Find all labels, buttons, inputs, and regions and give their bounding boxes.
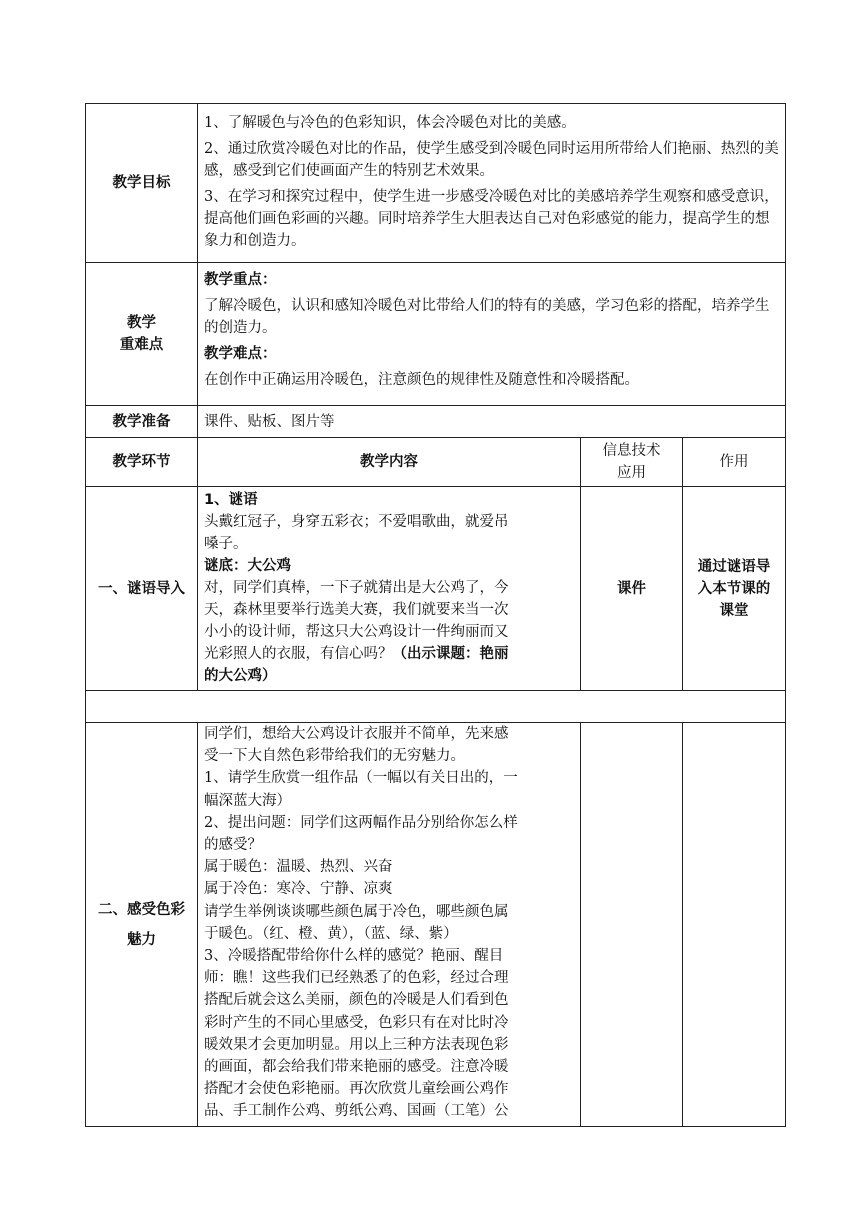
section2-line: 暖效果才会更加明显。用以上三种方法表现色彩	[204, 1036, 509, 1053]
section2-stage-line2: 魅力	[127, 931, 156, 948]
section2-line: 幅深蓝大海）	[204, 792, 291, 809]
objectives-content	[198, 104, 786, 263]
focus-heading: 教学重点：	[204, 272, 277, 288]
section2-line: 同学们，想给大公鸡设计衣服并不简单，先来感	[204, 726, 509, 742]
objectives-row	[86, 104, 786, 263]
section2-line: 搭配后就会这么美丽，颜色的冷暖是人们看到色	[204, 992, 509, 1009]
header-it-line2: 应用	[617, 465, 646, 481]
section1-para-line4	[204, 643, 574, 665]
section1-riddle-line2: 嗓子。	[204, 536, 248, 552]
section2-row	[86, 723, 786, 1127]
section2-content	[198, 723, 581, 1127]
header-row	[86, 438, 786, 487]
objective-3: 3、在学习和探究过程中，使学生进一步感受冷暖色对比的美感培养学生观察和感受意识，提高他们画色彩画的兴趣。同时培养学生大胆表达自己对色彩感觉的能力，提高学生的想象力和创造力。	[204, 189, 779, 249]
section1-purpose-line3: 课堂	[719, 602, 749, 619]
section1-para-line5: 的大公鸡）	[204, 668, 277, 684]
section2-line: 受一下大自然色彩带给我们的无穷魅力。	[204, 748, 465, 765]
key-points-row	[86, 263, 786, 406]
section1-para-line2: 天，森林里要举行选美大赛，我们就要来当一次	[204, 602, 509, 618]
lesson-plan-table	[85, 103, 786, 1127]
section1-answer: 谜底：大公鸡	[204, 558, 291, 574]
objective-2: 2、通过欣赏冷暖色对比的作品，使学生感受到冷暖色同时运用所带给人们艳丽、热烈的美感，感受到它们使画面产生的特别艺术效果。	[204, 141, 779, 179]
section1-it: 课件	[581, 487, 683, 691]
objectives-label: 教学目标	[86, 104, 198, 263]
section1-stage: 一、谜语导入	[86, 487, 198, 691]
spacer-row	[86, 691, 786, 723]
section2-purpose	[683, 723, 786, 1127]
key-points-label-line2: 重难点	[119, 337, 164, 353]
section2-line: 于暖色。（红、橙、黄），（蓝、绿、紫）	[204, 925, 458, 942]
section2-line: 请学生举例谈谈哪些颜色属于冷色，哪些颜色属	[204, 903, 509, 920]
header-content: 教学内容	[198, 438, 581, 487]
header-stage: 教学环节	[86, 438, 198, 487]
preparation-label: 教学准备	[86, 406, 198, 438]
section2-line: 彩时产生的不同心里感受，色彩只有在对比时冷	[204, 1014, 509, 1031]
section2-stage-line1: 二、感受色彩	[98, 901, 185, 918]
section1-para-line4-bold: （出示课题：艳丽	[392, 646, 509, 662]
key-points-label-line1: 教学	[127, 315, 156, 331]
section2-line: 3、冷暖搭配带给你什么样的感觉？艳丽、醒目	[204, 948, 504, 965]
preparation-row	[86, 406, 786, 438]
section1-para-line1: 对，同学们真棒，一下子就猜出是大公鸡了，今	[204, 580, 509, 596]
section2-line: 的感受？	[204, 837, 262, 854]
section1-title: 1、谜语	[204, 492, 258, 508]
section2-stage	[86, 723, 198, 1127]
section2-line: 属于暖色：温暖、热烈、兴奋	[204, 859, 393, 876]
section1-para-line3: 小小的设计师，帮这只大公鸡设计一件绚丽而又	[204, 624, 509, 640]
section1-riddle-line1: 头戴红冠子，身穿五彩衣；不爱唱歌曲，就爱吊	[204, 514, 509, 530]
difficulty-heading: 教学难点：	[204, 346, 277, 362]
section2-line: 2、提出问题：同学们这两幅作品分别给你怎么样	[204, 814, 518, 831]
section2-line: 1、请学生欣赏一组作品（一幅以有关日出的，一	[204, 770, 518, 787]
section1-content	[198, 487, 581, 691]
key-points-label	[86, 263, 198, 406]
section2-line: 品、手工制作公鸡、剪纸公鸡、国画（工笔）公	[204, 1103, 509, 1120]
section2-line: 属于冷色：寒冷、宁静、凉爽	[204, 881, 393, 898]
difficulty-text: 在创作中正确运用冷暖色，注意颜色的规律性及随意性和冷暖搭配。	[204, 372, 639, 388]
key-points-content	[198, 263, 786, 406]
section2-line: 的画面，都会给我们带来艳丽的感受。注意冷暖	[204, 1059, 509, 1076]
header-purpose: 作用	[683, 438, 786, 487]
section1-row	[86, 487, 786, 691]
section2-it	[581, 723, 683, 1127]
section1-purpose	[683, 487, 786, 691]
spacer-cell	[86, 691, 786, 723]
focus-text: 了解冷暖色，认识和感知冷暖色对比带给人们的特有的美感，学习色彩的搭配，培养学生的创造力。	[204, 298, 770, 336]
section1-purpose-line2: 入本节课的	[697, 580, 771, 597]
section2-line: 搭配才会使色彩艳丽。再次欣赏儿童绘画公鸡作	[204, 1081, 509, 1098]
objective-1: 1、了解暖色与冷色的色彩知识，体会冷暖色对比的美感。	[204, 115, 576, 131]
section2-line: 师：瞧！这些我们已经熟悉了的色彩，经过合理	[204, 970, 509, 987]
header-it-line1: 信息技术	[602, 443, 661, 459]
section1-purpose-line1: 通过谜语导	[697, 558, 771, 575]
header-it	[581, 438, 683, 487]
section1-para-line4-plain: 光彩照人的衣服，有信心吗？	[204, 646, 393, 662]
preparation-value: 课件、贴板、图片等	[198, 406, 786, 438]
